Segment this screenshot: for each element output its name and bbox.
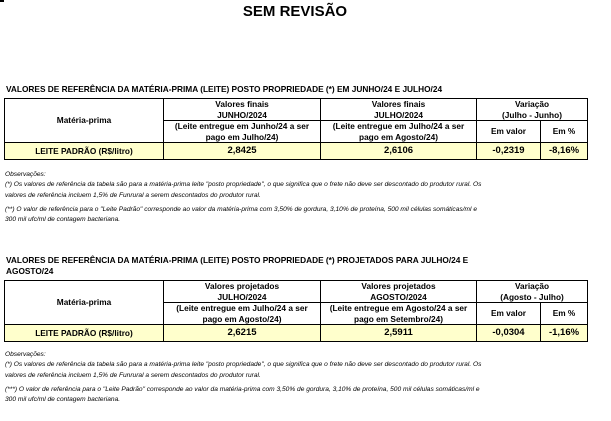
page-title: SEM REVISÃO [242,3,348,20]
note-line: 300 mil ufc/ml de contagem bacteriana. [5,216,121,224]
value-junho: 2,8425 [164,143,321,160]
section2-notes [5,350,590,405]
variacao-pct: -8,16% [541,143,588,160]
notes-label: Observações: [5,351,46,358]
header-materia-prima: Matéria-prima [5,281,164,325]
header-em-pct: Em % [541,121,588,143]
header-variacao: Variação [477,281,588,292]
section2-title-line1: VALORES DE REFERÊNCIA DA MATÉRIA-PRIMA (LEITE) POSTO PROPRIEDADE (*) PROJETADOS PARA JULHO/24 E [6,255,469,265]
variacao-pct: -1,16% [541,325,588,342]
note-line: (*) Os valores de referência da tabela são para a matéria-prima leite "posto propriedade", o que significa que o frete não deve ser descontado do produtor rural. Os [5,361,482,369]
section2-title [6,255,586,277]
note-line: (**) O valor de referência para o "Leite Padrão" corresponde ao valor da matéria-prima com 3,50% de gordura, 3,10% de proteína, 500 mil células somáticas/ml e [5,205,477,213]
header-materia-prima: Matéria-prima [5,99,164,143]
variacao-valor: -0,0304 [477,325,541,342]
section1-table [4,98,588,160]
value-agosto: 2,5911 [321,325,477,342]
value-julho: 2,6215 [164,325,321,342]
notes-label: Observações: [5,171,46,178]
section1-title: VALORES DE REFERÊNCIA DA MATÉRIA-PRIMA (LEITE) POSTO PROPRIEDADE (*) EM JUNHO/24 E JULHO/24 [6,84,443,94]
note-line: valores de referência incluem 1,5% de Funrural a serem descontados do produtor rural. [5,191,261,199]
header-col2-sub: (Leite entregue em Agosto/24 a ser pago em Setembro/24) [321,303,477,325]
section1-notes [5,170,590,225]
variacao-valor: -0,2319 [477,143,541,160]
header-em-valor: Em valor [477,303,541,325]
header-col2-line2: AGOSTO/2024 [321,292,477,303]
row-label: LEITE PADRÃO (R$/litro) [5,325,164,342]
table-row [5,325,588,342]
note-line: (***) O valor de referência para o "Leite Padrão" corresponde ao valor da matéria-prima com 3,50% de gordura, 3,10% de proteína, 500 mil células somáticas/ml e [5,385,480,393]
header-variacao-sub: (Julho - Junho) [477,110,588,121]
header-col1-sub: (Leite entregue em Junho/24 a ser pago em Julho/24) [164,121,321,143]
header-col1-line1: Valores projetados [164,281,321,292]
header-col2-line2: JULHO/2024 [321,110,477,121]
table-row [5,143,588,160]
note-line: 300 mil ufc/ml de contagem bacteriana. [5,396,121,404]
note-line: (*) Os valores de referência da tabela são para a matéria-prima leite "posto propriedade", o que significa que o frete não deve ser descontado do produtor rural. Os [5,181,482,189]
corner-mark [0,0,4,2]
header-col2-line1: Valores projetados [321,281,477,292]
value-julho: 2,6106 [321,143,477,160]
header-variacao-sub: (Agosto - Julho) [477,292,588,303]
header-col2-sub: (Leite entregue em Julho/24 a ser pago em Agosto/24) [321,121,477,143]
header-col1-line2: JUNHO/2024 [164,110,321,121]
header-variacao: Variação [477,99,588,110]
header-em-pct: Em % [541,303,588,325]
header-col2-line1: Valores finais [321,99,477,110]
header-em-valor: Em valor [477,121,541,143]
section2-title-line2: AGOSTO/24 [6,266,54,276]
section2-table [4,280,588,342]
header-col1-line1: Valores finais [164,99,321,110]
note-line: valores de referência incluem 1,5% de Funrural a serem descontados do produtor rural. [5,371,261,379]
row-label: LEITE PADRÃO (R$/litro) [5,143,164,160]
header-col1-sub: (Leite entregue em Julho/24 a ser pago em Agosto/24) [164,303,321,325]
header-col1-line2: JULHO/2024 [164,292,321,303]
